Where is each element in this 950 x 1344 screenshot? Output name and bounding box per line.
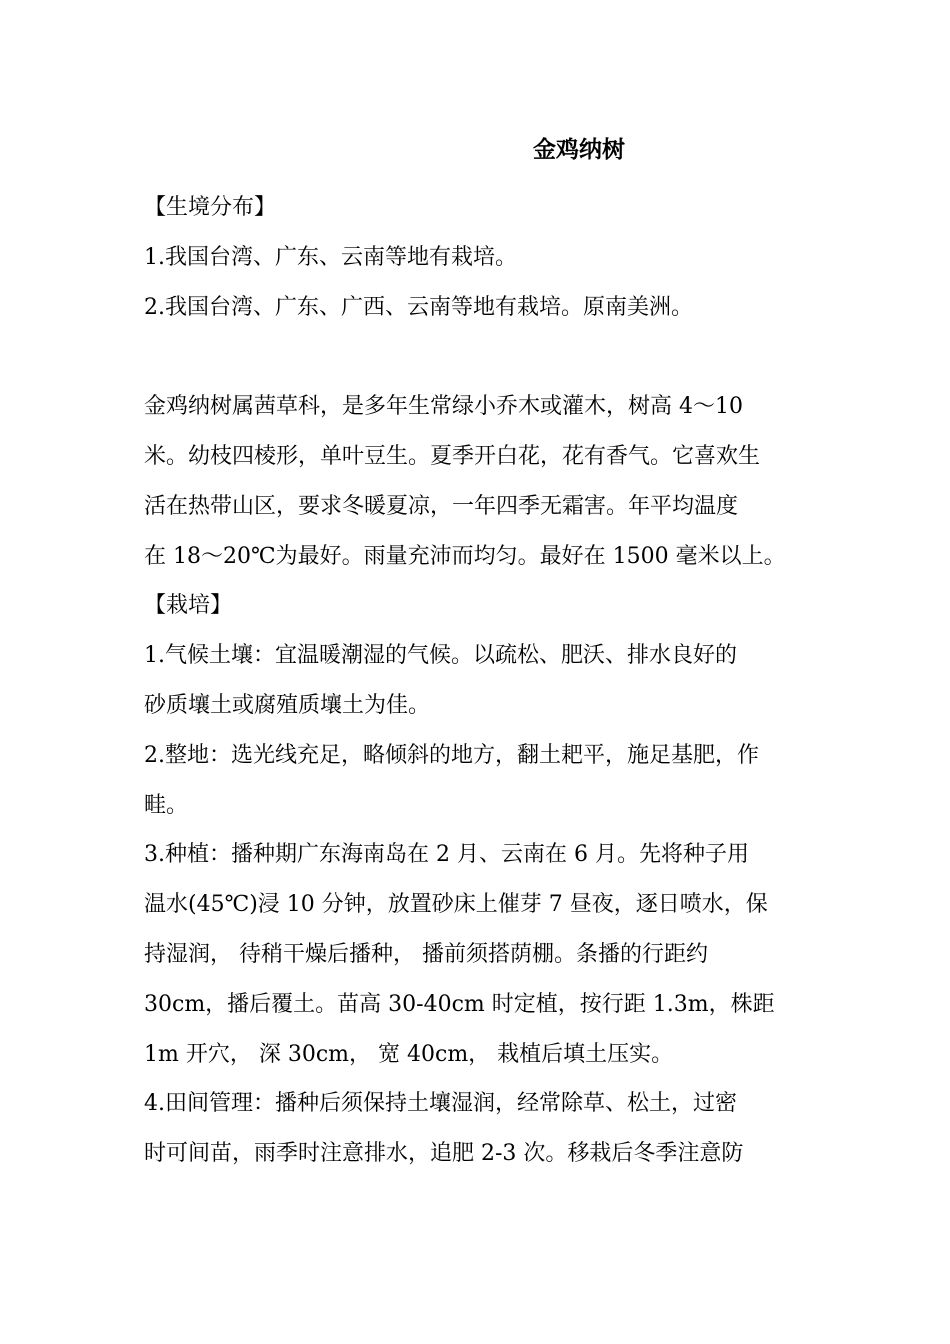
cultivation-item-4-line: 4.田间管理：播种后须保持土壤湿润，经常除草、松土，过密	[144, 1091, 737, 1117]
description-line: 金鸡纳树属茜草科，是多年生常绿小乔木或灌木，树高 4～10	[144, 394, 743, 420]
cultivation-item-2-line: 2.整地：选光线充足，略倾斜的地方，翻土耙平，施足基肥，作	[144, 742, 759, 768]
description-line: 活在热带山区，要求冬暖夏凉，一年四季无霜害。年平均温度	[144, 493, 739, 519]
cultivation-item-3-line: 持湿润， 待稍干燥后播种， 播前须搭荫棚。条播的行距约	[144, 941, 708, 967]
document-title: 金鸡纳树	[533, 136, 625, 163]
cultivation-item-4-line: 时可间苗，雨季时注意排水，追肥 2-3 次。移栽后冬季注意防	[144, 1141, 744, 1167]
habitat-item-2: 2.我国台湾、广东、广西、云南等地有栽培。原南美洲。	[144, 294, 693, 320]
document-body	[144, 183, 814, 1179]
cultivation-item-3-line: 温水(45℃)浸 10 分钟，放置砂床上催芽 7 昼夜，逐日喷水，保	[144, 892, 768, 918]
description-line: 在 18～20℃为最好。雨量充沛而均匀。最好在 1500 毫米以上。	[144, 543, 786, 569]
cultivation-item-3-line: 30cm，播后覆土。苗高 30-40cm 时定植，按行距 1.3m，株距	[144, 991, 775, 1017]
cultivation-item-2-line: 畦。	[144, 792, 189, 818]
section-heading-cultivation: 【栽培】	[144, 593, 233, 619]
section-heading-habitat: 【生境分布】	[144, 195, 277, 220]
cultivation-item-1-line: 1.气候土壤：宜温暖潮湿的气候。以疏松、肥沃、排水良好的	[144, 643, 737, 669]
blank-line	[144, 332, 814, 382]
cultivation-item-3-line: 3.种植：播种期广东海南岛在 2 月、云南在 6 月。先将种子用	[144, 842, 749, 868]
cultivation-item-1-line: 砂质壤土或腐殖质壤土为佳。	[144, 692, 431, 718]
habitat-item-1: 1.我国台湾、广东、云南等地有栽培。	[144, 244, 517, 270]
cultivation-item-3-line: 1m 开穴， 深 30cm， 宽 40cm， 栽植后填土压实。	[144, 1041, 674, 1067]
description-line: 米。幼枝四棱形，单叶豆生。夏季开白花，花有香气。它喜欢生	[144, 443, 761, 469]
